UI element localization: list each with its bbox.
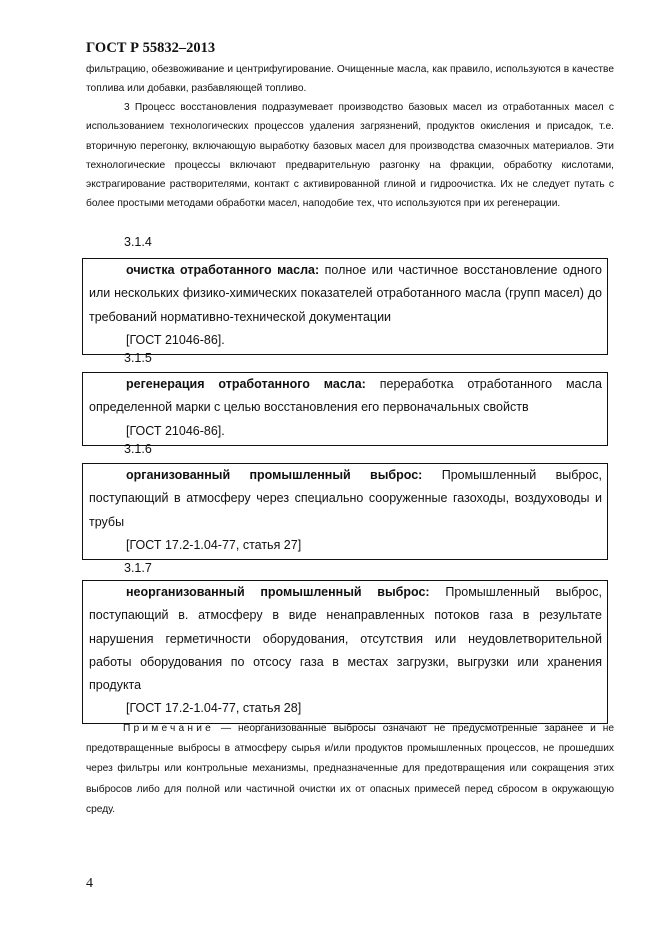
note-paragraph: [86, 719, 614, 820]
term-box-3-1-7: [82, 580, 608, 724]
term-source: [ГОСТ 21046-86].: [126, 332, 225, 347]
term-number-3-1-6: 3.1.6: [124, 442, 152, 456]
term-name: регенерация отработанного масла:: [126, 377, 366, 391]
term-definition-text: Промышленный выброс, поступающий в. атмосферу в виде ненаправленных потоков газа в результате нарушения герметичности оборудования, отсутствия или неудовлетворительной работы оборудования по отсосу газа в местах загрузки, выгрузки или хранения продукта: [89, 585, 602, 693]
term-definition-text: переработка отработанного масла определенной марки с целью восстановления его первоначальных свойств: [89, 377, 602, 415]
term-definition-text: полное или частичное восстановление одного или нескольких физико-химических показателей отработанного масла (групп масел) до требований нормативно-технической документации: [89, 263, 602, 324]
term-source: [ГОСТ 17.2-1.04-77, статья 28]: [126, 701, 302, 716]
term-number-3-1-4: 3.1.4: [124, 235, 152, 249]
term-name: организованный промышленный выброс:: [126, 468, 423, 482]
term-definition: [89, 259, 602, 329]
term-box-3-1-4: [82, 258, 608, 355]
term-definition: [89, 464, 602, 534]
term-source: [ГОСТ 17.2-1.04-77, статья 27]: [126, 537, 302, 552]
note-text: — неорганизованные выбросы означают не предусмотренные заранее и не предотвращенные выбросы в атмосферу сырья и/или продуктов промышленных процессов, не прошедших через фильтры или контрольные механизмы, предназначенные для предотвращения или сокращения этих выбросов либо для полной или частичной очистки их от опасных примесей перед сбросом в окружающую среду.: [86, 723, 614, 815]
term-number-3-1-7: 3.1.7: [124, 561, 152, 575]
term-definition-text: Промышленный выброс, поступающий в атмосферу через специально сооруженные газоходы, воздуховоды и трубы: [89, 468, 602, 529]
term-box-3-1-6: [82, 463, 608, 560]
intro-paragraph-note-3: 3 Процесс восстановления подразумевает производство базовых масел из отработанных масел с использованием технологических процессов удаления загрязнений, продуктов окисления и присадок, т.е. вторичную перегонку, включающую выработку базовых масел для производства смазочных материалов. Эти технологические процессы включают предварительную разгонку на фракции, обработку кислотами, экстрагирование растворителями, контакт с активированной глиной и гидроочистка. Их не следует путать с более простыми методами обработки масел, наподобие тех, что используются при их регенерации.: [86, 102, 614, 210]
term-definition: [89, 581, 602, 697]
intro-paragraph-continued: фильтрацию, обезвоживание и центрифугирование. Очищенные масла, как правило, используются в качестве топлива или добавки, разбавляющей топливо.: [86, 64, 614, 95]
term-number-3-1-5: 3.1.5: [124, 351, 152, 365]
document-header: ГОСТ Р 55832–2013: [86, 40, 216, 56]
term-box-3-1-5: [82, 372, 608, 446]
term-definition: [89, 373, 602, 420]
term-source: [ГОСТ 21046-86].: [126, 423, 225, 438]
term-name: очистка отработанного масла:: [126, 263, 320, 277]
page-number: 4: [86, 876, 93, 891]
note-label: Примечание: [123, 723, 214, 734]
term-name: неорганизованный промышленный выброс:: [126, 585, 430, 599]
